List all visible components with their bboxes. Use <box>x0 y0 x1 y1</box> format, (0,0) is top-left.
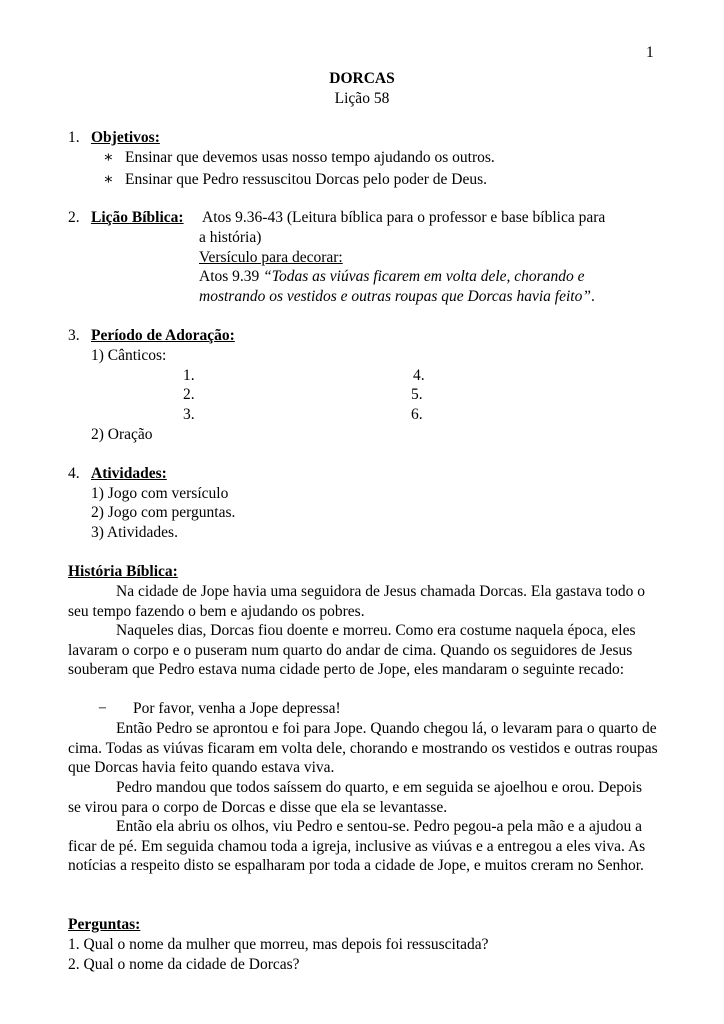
story-paragraph: Então Pedro se aprontou e foi para Jope. Quando chegou lá, o levaram para o quarto de cima. Todas as viúvas ficaram em volta dele, chorando e mostrando os vestidos e outras roupas que Dorcas havia feito quando estava viva. <box>68 720 658 777</box>
song-slot: 1. <box>183 367 195 384</box>
objective-item: Ensinar que Pedro ressuscitou Dorcas pelo poder de Deus. <box>125 171 488 188</box>
story-paragraph: Naqueles dias, Dorcas fiou doente e morreu. Como era costume naquela época, eles lavaram o corpo e o puseram num quarto do andar de cima. Quando os seguidores de Jesus souberam que Pedro estava numa cidade perto de Jope, eles mandaram o seguinte recado: <box>68 622 636 679</box>
section-atividades-number: 4. <box>68 465 80 482</box>
historia-heading: História Bíblica: <box>68 563 178 580</box>
lesson-number: Lição 58 <box>334 90 390 107</box>
verse-text: mostrando os vestidos e outras roupas que Dorcas havia feito” <box>199 288 591 305</box>
song-slot: 3. <box>183 406 195 423</box>
verse-label: Versículo para decorar: <box>199 249 343 266</box>
oracao-item: 2) Oração <box>91 426 153 443</box>
section-objetivos-heading: Objetivos: <box>91 129 160 146</box>
section-adoracao-number: 3. <box>68 327 80 344</box>
page-number: 1 <box>646 44 654 61</box>
bible-reading-cont: a história) <box>199 229 262 246</box>
section-adoracao-heading: Período de Adoração: <box>91 327 235 344</box>
dash-icon: − <box>98 700 107 717</box>
story-speech: Por favor, venha a Jope depressa! <box>133 700 341 717</box>
activity-item: 1) Jogo com versículo <box>91 485 229 502</box>
song-slot: 6. <box>411 406 423 423</box>
story-paragraph: Então ela abriu os olhos, viu Pedro e sentou-se. Pedro pegou-a pela mão e a ajudou a ficar de pé. Em seguida chamou toda a igreja, inclusive as viúvas e a entregou a eles viva. As notícias a respeito disto se espalharam por toda a cidade de Jope, e muitos creram no Senhor. <box>68 818 646 875</box>
activity-item: 3) Atividades. <box>91 524 178 541</box>
page-title: DORCAS <box>329 70 395 87</box>
perguntas-heading: Perguntas: <box>68 916 141 933</box>
memory-verse-line2 <box>199 287 595 307</box>
question-item: 1. Qual o nome da mulher que morreu, mas depois foi ressuscitada? <box>68 936 489 953</box>
objective-item: Ensinar que devemos usas nosso tempo ajudando os outros. <box>125 149 495 166</box>
bullet-icon: ∗ <box>103 149 114 166</box>
verse-period: . <box>590 288 595 305</box>
story-paragraph: Na cidade de Jope havia uma seguidora de Jesus chamada Dorcas. Ela gastava todo o seu tempo fazendo o bem e ajudando os pobres. <box>68 583 645 620</box>
section-atividades-heading: Atividades: <box>91 465 167 482</box>
song-slot: 5. <box>411 386 423 403</box>
verse-text: “Todas as viúvas ficarem em volta dele, chorando e <box>263 268 585 285</box>
song-slot: 4. <box>413 367 425 384</box>
memory-verse-line1 <box>199 267 584 287</box>
section-objetivos-number: 1. <box>68 129 80 146</box>
question-item: 2. Qual o nome da cidade de Dorcas? <box>68 956 300 973</box>
activity-item: 2) Jogo com perguntas. <box>91 504 236 521</box>
bible-reading: Atos 9.36-43 (Leitura bíblica para o professor e base bíblica para <box>202 209 606 226</box>
song-slot: 2. <box>183 386 195 403</box>
story-paragraph: Pedro mandou que todos saíssem do quarto, e em seguida se ajoelhou e orou. Depois se virou para o corpo de Dorcas e disse que ela se levantasse. <box>68 779 643 816</box>
section-licao-heading: Lição Bíblica: <box>91 209 184 226</box>
section-licao-number: 2. <box>68 209 80 226</box>
verse-reference: Atos 9.39 <box>199 268 264 285</box>
bullet-icon: ∗ <box>103 171 114 188</box>
canticos-item: 1) Cânticos: <box>91 347 167 364</box>
